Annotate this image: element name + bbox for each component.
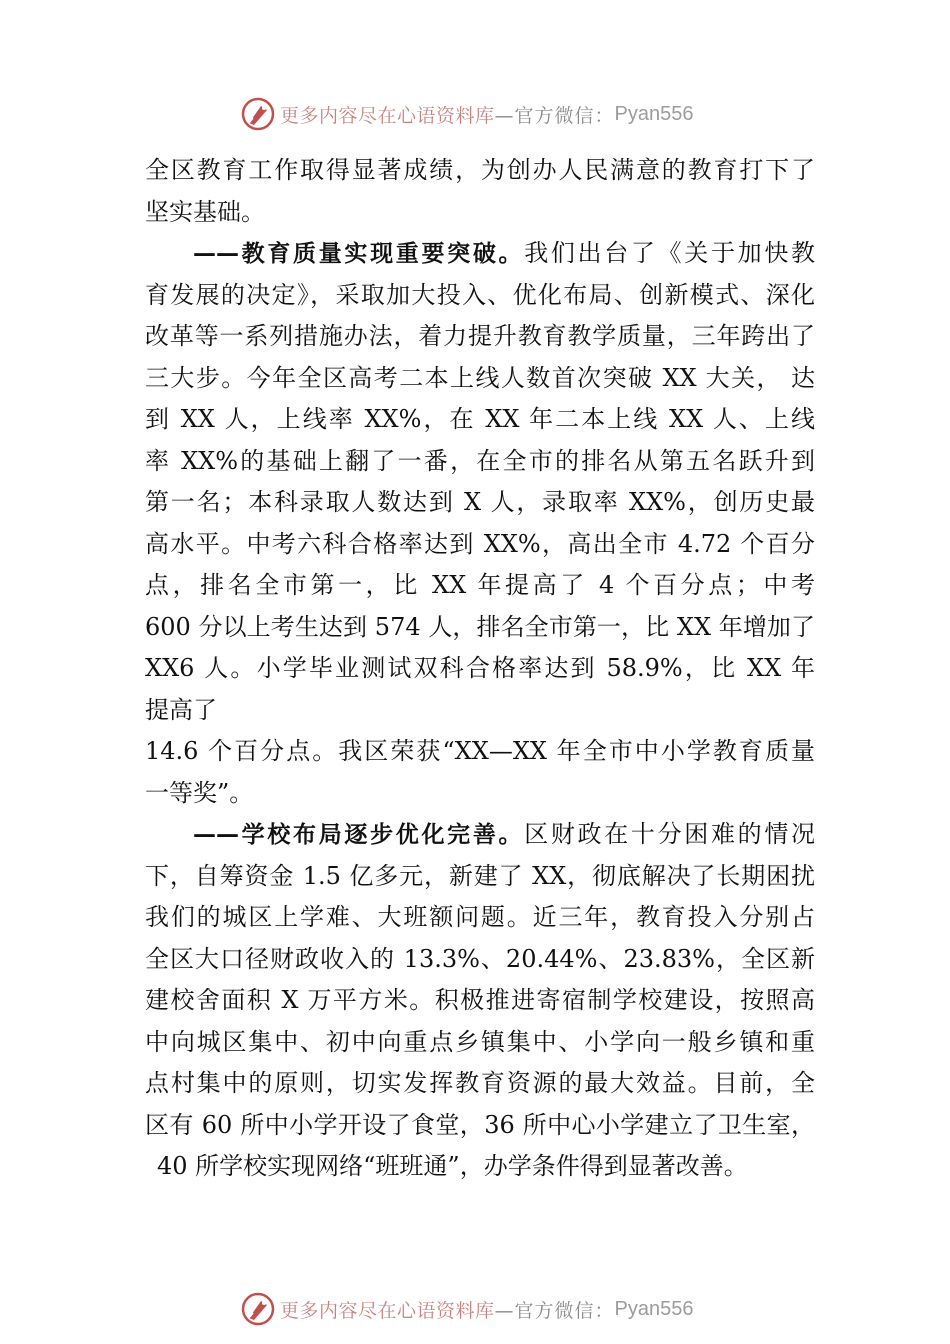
text-line: 点村集中的原则，切实发挥教育资源的最大效益。目前，全 xyxy=(145,1069,815,1097)
text-line: 中向城区集中、初中向重点乡镇集中、小学向一般乡镇和重 xyxy=(145,1027,815,1056)
section-heading-line xyxy=(145,233,815,275)
footer-watermark xyxy=(240,1289,694,1329)
watermark-text-library: 更多内容尽在心语资料库 xyxy=(280,1299,495,1322)
text-line: 600 分以上考生达到 574 人，排名全市第一，比 XX 年增加了 xyxy=(145,612,815,641)
text-line: 点，排名全市第一，比 XX 年提高了 4 个百分点；中考 xyxy=(145,571,815,599)
document-body xyxy=(145,150,815,1188)
section-heading-rest: 我们出台了《关于加快教 xyxy=(524,239,815,267)
pen-nib-logo-icon xyxy=(240,96,276,132)
text-line: 到 XX 人，上线率 XX%，在 XX 年二本上线 XX 人、上线 xyxy=(145,405,815,433)
watermark-text-id: Pyan556 xyxy=(614,1297,694,1320)
watermark-text-wechat: —官方微信： xyxy=(494,1299,615,1322)
text-line: 全区教育工作取得显著成绩，为创办人民满意的教育打下了 xyxy=(145,156,815,184)
watermark-text-library: 更多内容尽在心语资料库 xyxy=(280,104,495,127)
text-line: 下，自筹资金 1.5 亿多元，新建了 XX，彻底解决了长期困扰 xyxy=(145,861,815,890)
text-line: 14.6 个百分点。我区荣获“XX—XX 年全市中小学教育质量 xyxy=(145,737,815,765)
text-line: 第一名；本科录取人数达到 X 人，录取率 XX%，创历史最 xyxy=(145,488,815,516)
text-line: 我们的城区上学难、大班额问题。近三年，教育投入分别占 xyxy=(145,903,815,931)
text-line: 三大步。今年全区高考二本上线人数首次突破 XX 大关， 达 xyxy=(145,363,815,392)
text-line: 全区大口径财政收入的 13.3%、20.44%、23.83%，全区新 xyxy=(145,944,815,973)
section-heading-line xyxy=(145,814,815,856)
section-heading-rest: 区财政在十分困难的情况 xyxy=(524,820,815,848)
text-line: 建校舍面积 X 万平方米。积极推进寄宿制学校建设，按照高 xyxy=(145,986,815,1014)
pen-nib-logo-icon xyxy=(240,1291,276,1327)
text-line: 育发展的决定》，采取加大投入、优化布局、创新模式、深化 xyxy=(145,280,815,309)
text-line: 改革等一系列措施办法，着力提升教育教学质量，三年跨出了 xyxy=(145,322,815,350)
watermark-text-wechat: —官方微信： xyxy=(494,104,615,127)
watermark-text-id: Pyan556 xyxy=(614,102,694,125)
text-line: XX6 人。小学毕业测试双科合格率达到 58.9%，比 XX 年 xyxy=(145,654,815,682)
section-heading-layout: ——学校布局逐步优化完善。 xyxy=(193,822,525,848)
text-line: 一等奖”。 xyxy=(145,778,254,807)
text-line: 区有 60 所中小学开设了食堂，36 所中心小学建立了卫生室， xyxy=(145,1110,815,1139)
text-line: 坚实基础。 xyxy=(145,197,265,226)
text-line: 高水平。中考六科合格率达到 XX%，高出全市 4.72 个百分 xyxy=(145,529,815,558)
header-watermark xyxy=(240,94,694,134)
text-line: 提高了 xyxy=(145,695,217,724)
text-line: 率 XX%的基础上翻了一番，在全市的排名从第五名跃升到 xyxy=(145,446,815,475)
text-line: 40 所学校实现网络“班班通”，办学条件得到显著改善。 xyxy=(157,1152,748,1180)
section-heading-quality: ——教育质量实现重要突破。 xyxy=(193,241,525,267)
